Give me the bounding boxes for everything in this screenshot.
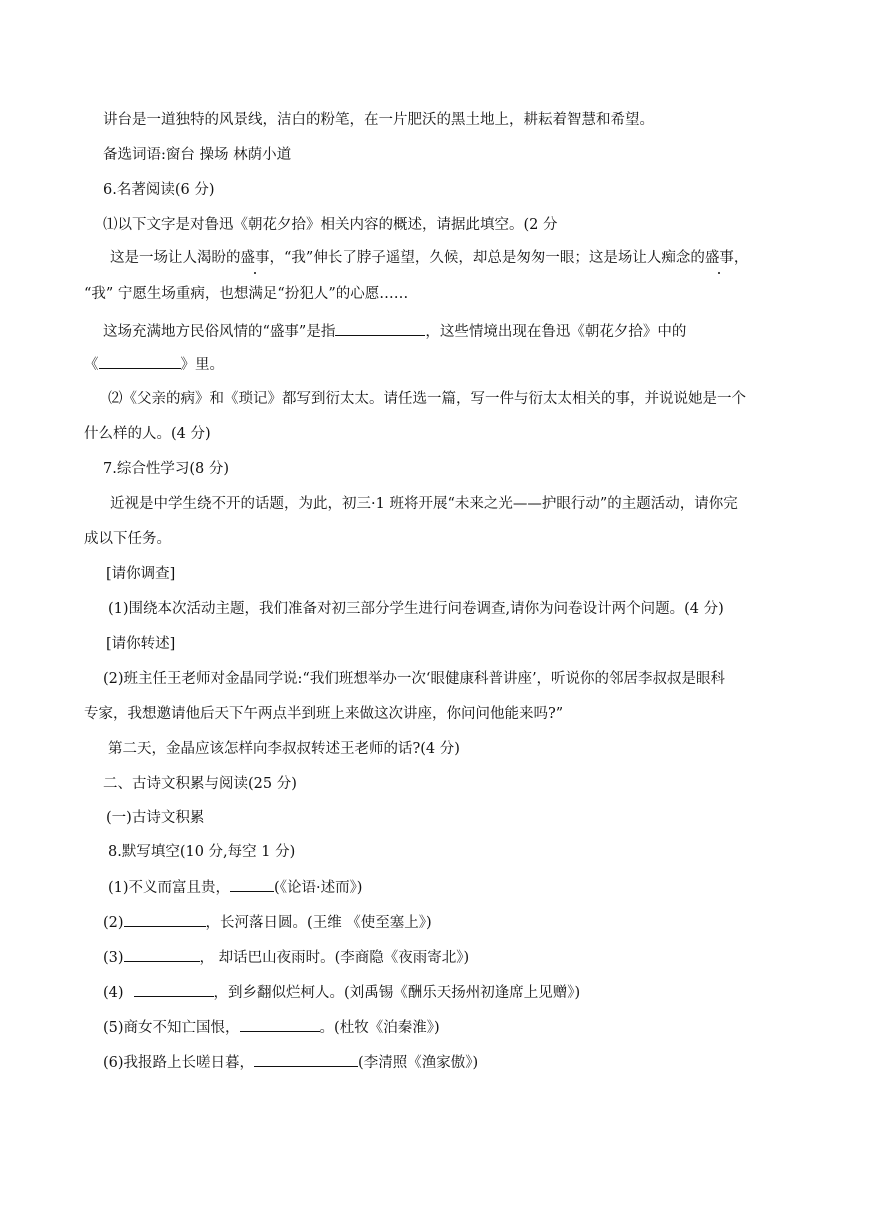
section-heading: (一)古诗文积累 (106, 810, 205, 826)
subsection-label: [请你调查] (106, 566, 176, 582)
text-line: 备选词语:窗台 操场 林荫小道 (103, 147, 292, 163)
text-segment: (《论语·述而》) (274, 880, 363, 896)
text-segment: (4) (103, 985, 124, 1001)
text-line: 成以下任务。 (84, 531, 171, 547)
section-heading: 二、古诗文积累与阅读(25 分) (103, 776, 297, 792)
text-segment: ， 却话巴山夜雨时。(李商隐《夜雨寄北》) (199, 950, 470, 966)
section-heading: 7.综合性学习(8 分) (103, 461, 229, 477)
text-segment: 。(杜牧《泊秦淮》) (319, 1020, 440, 1036)
text-line: ⑴以下文字是对鲁迅《朝花夕拾》相关内容的概述，请据此填空。(2 分 (103, 217, 558, 233)
text-line: 什么样的人。(4 分) (84, 426, 211, 442)
text-segment: (5)商女不知亡国恨， (103, 1020, 240, 1036)
question-title: 8.默写填空(10 分,每空 1 分) (108, 844, 296, 860)
text-segment: ，长河落日圆。(王维 《使至塞上》) (205, 915, 432, 931)
fill-blank[interactable] (230, 876, 274, 892)
emphasis-dot-word: 盛事 (704, 250, 734, 266)
section-heading: 6.名著阅读(6 分) (103, 182, 215, 198)
text-line: “我” 宁愿生场重病，也想满足“扮犯人”的心愿…… (84, 286, 409, 302)
text-line (108, 876, 362, 898)
text-segment: (1)不义而富且贵， (108, 880, 231, 896)
fill-blank[interactable] (124, 911, 206, 927)
text-segment: ， (733, 250, 749, 266)
text-line (103, 320, 686, 342)
text-segment: ，“我”伸长了脖子遥望，久候，却总是匆匆一眼；这是场让人痴念的 (269, 250, 705, 266)
fill-blank[interactable] (124, 946, 200, 962)
text-line (103, 1051, 478, 1073)
text-segment: (3) (103, 950, 124, 966)
text-segment: (李清照《渔家傲》) (358, 1055, 479, 1071)
text-line (103, 981, 580, 1003)
fill-blank[interactable] (254, 1051, 358, 1067)
text-line: (1)围绕本次活动主题，我们准备对初三部分学生进行问卷调查,请你为问卷设计两个问题。(4 分) (108, 601, 724, 617)
text-line (103, 911, 432, 933)
text-line: 专家，我想邀请他后天下午两点半到班上来做这次讲座，你问问他能来吗?” (84, 706, 564, 722)
text-line (103, 946, 469, 968)
text-segment: ，到乡翻似烂柯人。(刘禹锡《酬乐天扬州初逢席上见赠》) (213, 985, 581, 1001)
text-segment: 《 (84, 357, 99, 373)
text-segment: 》里。 (180, 357, 224, 373)
text-segment: (2) (103, 915, 124, 931)
text-segment: 这是一场让人渴盼的 (110, 250, 241, 266)
fill-blank[interactable] (99, 353, 181, 369)
text-segment: 这场充满地方民俗风情的“盛事”是指 (103, 324, 336, 340)
text-line: 讲台是一道独特的风景线，洁白的粉笔，在一片肥沃的黑土地上，耕耘着智慧和希望。 (103, 112, 654, 128)
text-line: (2)班主任王老师对金晶同学说:“我们班想举办一次‘眼健康科普讲座’，听说你的邻居李叔叔是眼科 (103, 671, 726, 687)
fill-blank[interactable] (134, 981, 214, 997)
text-line: ⑵《父亲的病》和《琐记》都写到衍太太。请任选一篇，写一件与衍太太相关的事，并说说她是一个 (108, 391, 746, 407)
text-line: 近视是中学生绕不开的话题，为此，初三·1 班将开展“未来之光——护眼行动”的主题活动，请你完 (110, 496, 738, 512)
text-line (103, 1016, 440, 1038)
text-segment: (6)我报路上长嗟日暮， (103, 1055, 255, 1071)
text-line (84, 353, 224, 375)
text-line (110, 248, 748, 268)
text-line: 第二天，金晶应该怎样向李叔叔转述王老师的话?(4 分) (108, 741, 460, 757)
fill-blank[interactable] (240, 1016, 320, 1032)
text-segment: ，这些情境出现在鲁迅《朝花夕拾》中的 (425, 324, 687, 340)
emphasis-dot-word: 盛事 (240, 250, 270, 266)
subsection-label: [请你转述] (106, 636, 176, 652)
fill-blank[interactable] (335, 320, 425, 336)
